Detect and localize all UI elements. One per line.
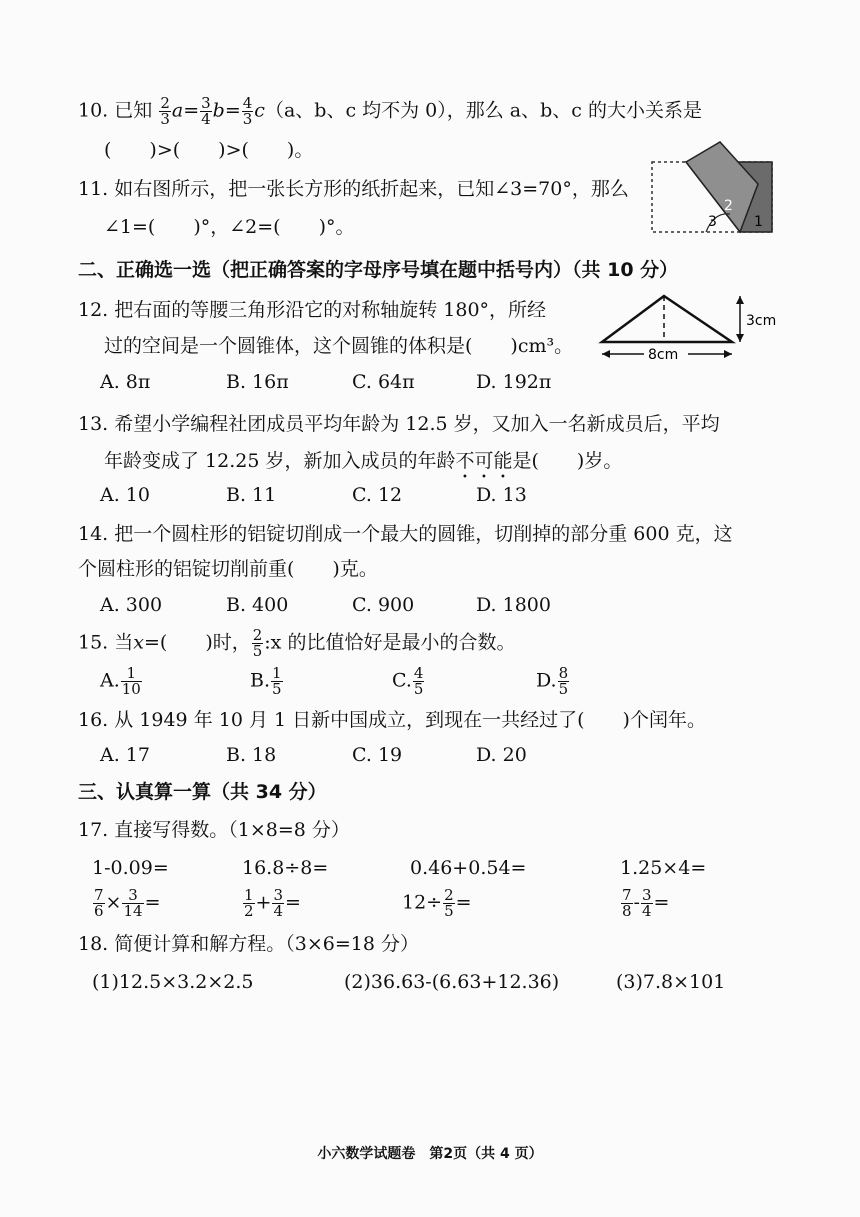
q14-option-b[interactable]: B. 400 <box>226 594 289 616</box>
option-letter: C. <box>392 669 412 692</box>
angle-2-label: 2 <box>724 198 733 214</box>
isosceles-triangle-figure <box>592 288 787 366</box>
q16-option-c[interactable]: C. 19 <box>352 744 403 766</box>
q15-option-c[interactable] <box>392 666 425 697</box>
equals: = <box>144 891 161 914</box>
q16-option-b[interactable]: B. 18 <box>226 744 277 766</box>
section-2-title: 二、正确选一选（把正确答案的字母序号填在题中括号内）（共 10 分） <box>78 259 679 281</box>
q10-answer-blanks[interactable]: ( )>( )>( )。 <box>104 139 314 161</box>
frac-num: 1 <box>121 666 142 682</box>
frac-num: 2 <box>444 886 454 904</box>
frac-den: 2 <box>244 902 254 920</box>
q17-item-2[interactable]: 16.8÷8= <box>242 857 329 879</box>
option-letter: B. <box>250 669 271 692</box>
arrowhead-left <box>602 350 610 358</box>
folded-paper-figure <box>650 138 780 238</box>
frac-num: 1 <box>244 886 254 904</box>
q17-item-6[interactable] <box>242 888 301 919</box>
angle-3-label: 3 <box>708 214 717 230</box>
q17-item-3[interactable]: 0.46+0.54= <box>410 857 527 879</box>
frac <box>641 888 653 919</box>
option-fraction <box>271 666 283 697</box>
q16-option-a[interactable]: A. 17 <box>100 744 150 766</box>
angle-1-label: 1 <box>754 214 763 230</box>
q12-line2[interactable]: 过的空间是一个圆锥体，这个圆锥的体积是( )cm³。 <box>104 335 574 357</box>
arrowhead-down <box>736 334 744 342</box>
q18-item-1[interactable]: (1)12.5×3.2×2.5 <box>92 971 254 993</box>
q10-condition: （a、b、c 均不为 0），那么 a、b、c 的大小关系是 <box>264 99 702 122</box>
operator: × <box>105 891 122 914</box>
page-footer: 小六数学试题卷 第2页（共 4 页） <box>317 1146 543 1162</box>
q17-item-4[interactable]: 1.25×4= <box>620 857 707 879</box>
frac <box>621 888 633 919</box>
height-label: 3cm <box>746 313 777 329</box>
q15-blank: =( )时， <box>143 631 251 654</box>
operator: - <box>633 891 640 914</box>
q15-option-d[interactable] <box>536 666 570 697</box>
q14-option-d[interactable]: D. 1800 <box>476 594 551 616</box>
var-b: b <box>212 99 225 122</box>
q13-emphasis-not-possible: 不可能 <box>455 450 513 472</box>
q14-line1: 14. 把一个圆柱形的铝锭切削成一个最大的圆锥，切削掉的部分重 600 克，这 <box>78 523 733 545</box>
var-c: c <box>254 99 265 122</box>
q11-line1: 11. 如右图所示，把一张长方形的纸折起来，已知∠3=70°，那么 <box>78 178 629 200</box>
q10-fraction-2 <box>200 96 212 127</box>
var-x: x <box>133 631 144 654</box>
q12-line1: 12. 把右面的等腰三角形沿它的对称轴旋转 180°，所经 <box>78 299 547 321</box>
q13-line2-a: 年龄变成了 12.25 岁，新加入成员的年龄 <box>104 450 456 472</box>
frac-den: 5 <box>413 680 424 698</box>
frac-num: 3 <box>122 888 143 904</box>
q15-prefix: 15. 当 <box>78 631 134 654</box>
q14-line2[interactable]: 个圆柱形的铝锭切削前重( )克。 <box>78 558 378 580</box>
q18-item-2[interactable]: (2)36.63-(6.63+12.36) <box>344 971 560 993</box>
q10-prefix: 10. 已知 <box>78 99 153 122</box>
frac <box>272 888 284 919</box>
operator: + <box>255 891 272 914</box>
equals: = <box>455 891 472 914</box>
arrowhead-up <box>736 296 744 304</box>
frac-num: 2 <box>252 626 263 644</box>
q11-line2[interactable]: ∠1=( )°，∠2=( )°。 <box>104 216 355 238</box>
q15-option-b[interactable] <box>250 666 284 697</box>
var-a: a <box>171 99 184 122</box>
equals: = <box>285 891 301 914</box>
frac-num: 3 <box>641 886 652 904</box>
frac-num: 8 <box>558 664 569 682</box>
frac-num: 2 <box>160 94 170 112</box>
q14-option-a[interactable]: A. 300 <box>100 594 163 616</box>
equals: = <box>224 99 241 122</box>
option-letter: D. <box>536 669 557 692</box>
q18-item-3[interactable]: (3)7.8×101 <box>616 971 726 993</box>
option-fraction <box>121 666 142 697</box>
frac <box>93 888 105 919</box>
frac-num: 4 <box>413 664 424 682</box>
frac-den: 4 <box>273 902 284 920</box>
arrowhead-right <box>724 350 732 358</box>
option-fraction <box>413 666 425 697</box>
q13-option-a[interactable]: A. 10 <box>100 484 150 506</box>
expression-prefix: 12÷ <box>402 891 443 914</box>
frac-den: 5 <box>272 680 282 698</box>
equals: = <box>183 99 200 122</box>
q10-fraction-3 <box>242 96 254 127</box>
q17-item-7[interactable] <box>402 888 472 919</box>
frac-den: 8 <box>622 902 632 920</box>
q17-item-5[interactable] <box>92 888 160 919</box>
frac-num: 7 <box>94 886 104 904</box>
q13-option-c[interactable]: C. 12 <box>352 484 403 506</box>
q14-option-c[interactable]: C. 900 <box>352 594 415 616</box>
base-label: 8cm <box>648 347 679 363</box>
q16-line1[interactable]: 16. 从 1949 年 10 月 1 日新中国成立，到现在一共经过了( )个闰年。 <box>78 709 706 731</box>
frac-den: 5 <box>444 902 454 920</box>
frac-den: 5 <box>558 680 569 698</box>
q13-line2[interactable] <box>104 447 622 483</box>
section-3-title: 三、认真算一算（共 34 分） <box>78 781 327 803</box>
q15-tail: :x 的比值恰好是最小的合数。 <box>264 631 516 654</box>
frac-num: 7 <box>622 886 632 904</box>
frac-den: 3 <box>160 110 170 128</box>
frac-den: 10 <box>121 680 141 698</box>
q17-title: 17. 直接写得数。（1×8=8 分） <box>78 819 350 841</box>
triangle <box>602 296 732 342</box>
frac-den: 5 <box>252 642 263 660</box>
frac-den: 6 <box>94 902 104 920</box>
q15-line1[interactable] <box>78 628 515 659</box>
frac-den: 3 <box>242 110 253 128</box>
q12-option-d[interactable]: D. 192π <box>476 371 552 393</box>
q15-option-a[interactable] <box>100 666 143 697</box>
q13-option-b[interactable]: B. 11 <box>226 484 277 506</box>
frac <box>443 888 455 919</box>
q18-title: 18. 简便计算和解方程。（3×6=18 分） <box>78 933 419 955</box>
frac <box>122 888 143 919</box>
q16-option-d[interactable]: D. 20 <box>476 744 527 766</box>
q10-line1 <box>78 96 860 127</box>
q12-option-b[interactable]: B. 16π <box>226 371 289 393</box>
frac-den: 14 <box>123 902 143 920</box>
option-letter: A. <box>100 669 120 692</box>
q13-line1: 13. 希望小学编程社团成员平均年龄为 12.5 岁，又加入一名新成员后，平均 <box>78 413 720 435</box>
frac-num: 4 <box>242 94 253 112</box>
q13-option-d[interactable]: D. 13 <box>476 484 527 506</box>
frac-num: 3 <box>201 94 211 112</box>
q15-ratio-fraction <box>252 628 264 659</box>
q12-option-c[interactable]: C. 64π <box>352 371 415 393</box>
q13-line2-c: 是( )岁。 <box>512 450 623 472</box>
equals: = <box>653 891 670 914</box>
frac <box>243 888 255 919</box>
frac-num: 3 <box>273 886 284 904</box>
option-fraction <box>558 666 570 697</box>
q17-item-8[interactable] <box>620 888 669 919</box>
frac-num: 1 <box>272 664 282 682</box>
q10-fraction-1 <box>159 96 171 127</box>
frac-den: 4 <box>201 110 211 128</box>
q12-option-a[interactable]: A. 8π <box>100 371 151 393</box>
q17-item-1[interactable]: 1-0.09= <box>92 857 169 879</box>
frac-den: 4 <box>641 902 652 920</box>
